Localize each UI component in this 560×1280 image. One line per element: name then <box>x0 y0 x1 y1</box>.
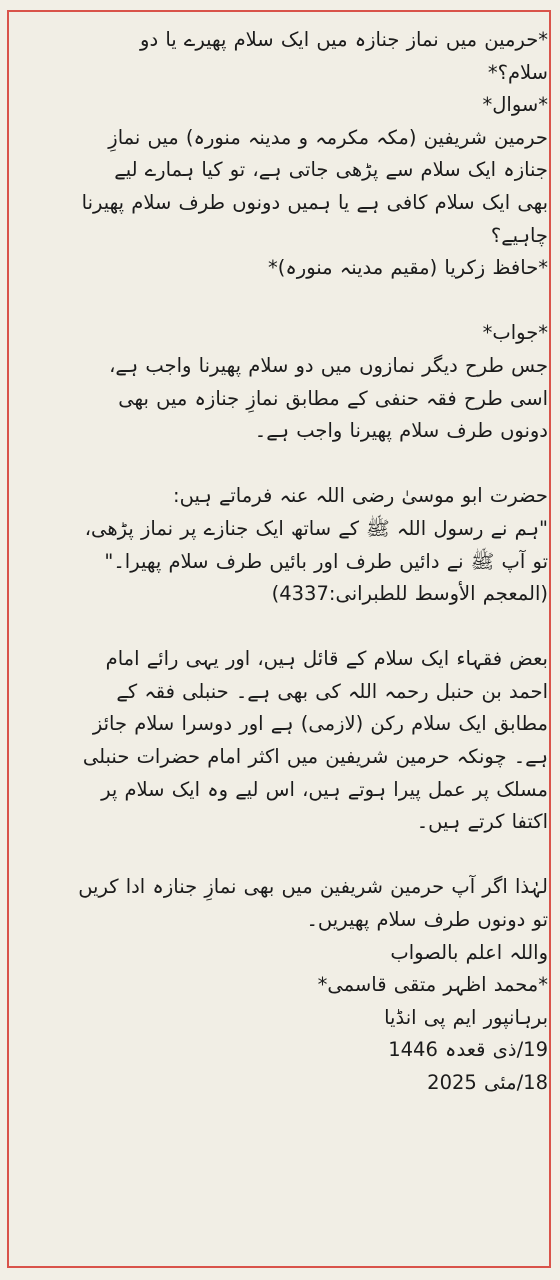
explanation-line-1: بعض فقہاء ایک سلام کے قائل ہیں، اور یہی رائے امام <box>105 647 548 671</box>
question-line-1: حرمین شریفین (مکہ مکرمہ و مدینہ منورہ) میں نمازِ <box>108 125 548 149</box>
explanation-line-3: مطابق ایک سلام رکن (لازمی) ہے اور دوسرا سلام جائز <box>92 712 548 736</box>
question-line-4: چاہیے؟ <box>490 223 548 247</box>
blank-line <box>12 448 548 481</box>
hadith-line-2: تو آپ ﷺ نے دائیں طرف اور بائیں طرف سلام پھیرا۔" <box>104 549 548 573</box>
blank-line <box>12 839 548 872</box>
gregorian-date: 18/مئی 2025 <box>427 1071 548 1094</box>
answer-line-1: جس طرح دیگر نمازوں میں دو سلام پھیرنا واجب ہے، <box>109 353 548 377</box>
conclusion-line-2: تو دونوں طرف سلام پھیریں۔ <box>306 908 548 932</box>
hijri-date: 19/ذی قعدہ 1446 <box>388 1038 548 1062</box>
answer-line-2: اسی طرح فقہ حنفی کے مطابق نمازِ جنازہ میں بھی <box>118 386 548 410</box>
questioner-name: *حافظ زکریا (مقیم مدینہ منورہ)* <box>268 256 548 280</box>
blank-line <box>12 285 548 318</box>
hadith-reference: (المعجم الأوسط للطبرانی:4337) <box>271 582 548 606</box>
explanation-line-5: مسلک پر عمل پیرا ہوتے ہیں، اس لیے وہ ایک سلام پر <box>101 777 548 801</box>
question-line-3: بھی ایک سلام کافی ہے یا ہمیں دونوں طرف سلام پھیرنا <box>81 190 548 214</box>
answer-line-3: دونوں طرف سلام پھیرنا واجب ہے۔ <box>254 419 548 443</box>
explanation-line-6: اکتفا کرتے ہیں۔ <box>416 810 548 834</box>
explanation-line-4: ہے۔ چونکہ حرمین شریفین میں اکثر امام حضرات حنبلی <box>82 745 548 769</box>
answer-heading: *جواب* <box>482 321 548 345</box>
conclusion-line-1: لہٰذا اگر آپ حرمین شریفین میں بھی نمازِ جنازہ ادا کریں <box>78 875 548 899</box>
author-location: برہانپور ایم پی انڈیا <box>384 1005 548 1029</box>
blank-line <box>12 611 548 644</box>
fatwa-text <box>12 24 548 1100</box>
explanation-line-2: احمد بن حنبل رحمہ اللہ کی بھی ہے۔ حنبلی فقہ کے <box>116 679 548 703</box>
question-title-line-1: *حرمین میں نماز جنازہ میں ایک سلام پھیرے یا دو <box>140 28 548 51</box>
question-line-2: جنازہ ایک سلام سے پڑھی جاتی ہے، تو کیا ہمارے لیے <box>114 158 548 182</box>
question-heading: *سوال* <box>482 93 548 117</box>
question-title-line-2: سلام؟* <box>487 60 548 84</box>
hadith-line-1: "ہم نے رسول اللہ ﷺ کے ساتھ ایک جنازے پر نماز پڑھی، <box>84 516 548 540</box>
closing-phrase: واللہ اعلم بالصواب <box>390 940 548 964</box>
hadith-intro: حضرت ابو موسیٰ رضی اللہ عنہ فرماتے ہیں: <box>173 484 548 508</box>
author-name: *محمد اظہر متقی قاسمی* <box>317 973 548 997</box>
